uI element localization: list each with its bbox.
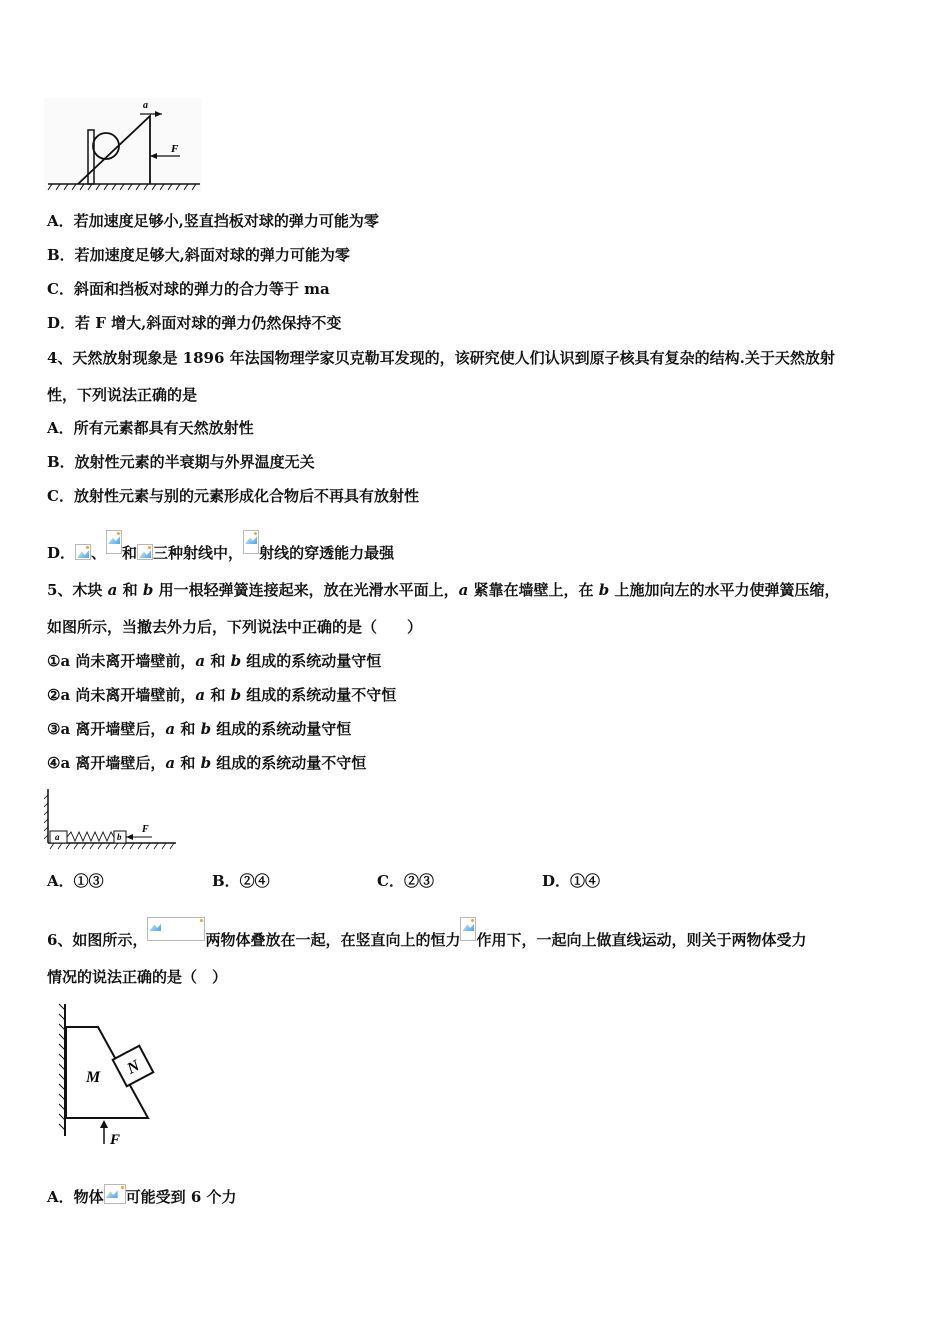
statement-text: ④a 离开墙壁后， (47, 754, 166, 772)
var-a: a (107, 581, 118, 599)
q5-block-a-label: a (55, 832, 60, 842)
n-symbol-image-icon (104, 1184, 126, 1204)
var-b: b (230, 686, 242, 704)
q6-stem-line2: 情况的说法正确的是（ ） (47, 968, 228, 986)
q6-force-label: F (110, 1132, 121, 1148)
q6-stem-text: 6、如图所示， (47, 931, 148, 949)
q5-stem-text: 用一根轻弹簧连接起来，放在光滑水平面上， (153, 581, 459, 599)
q6-option-a-text: A．物体 (47, 1188, 104, 1206)
q3-option-c: C．斜面和挡板对球的弹力的合力等于 ma (47, 280, 330, 298)
q6-option-a-text: 可能受到 6 个力 (125, 1188, 237, 1206)
q3-incline-figure (44, 98, 202, 192)
q5-spring-figure (44, 787, 178, 855)
statement-text: 组成的系统动量不守恒 (241, 686, 397, 704)
q6-option-a (47, 1184, 237, 1207)
q3-option-b: B．若加速度足够大,斜面对球的弹力可能为零 (47, 246, 350, 264)
statement-text: 组成的系统动量守恒 (241, 652, 382, 670)
q5-statement-4 (47, 753, 366, 773)
statement-text: ②a 尚未离开墙壁前， (47, 686, 196, 704)
var-a: a (458, 581, 469, 599)
beta-symbol-image-icon (106, 530, 122, 554)
q4-option-b: B．放射性元素的半衰期与外界温度无关 (47, 453, 315, 471)
q4-option-d (47, 530, 394, 563)
q3-label-f: F (171, 143, 179, 155)
q3-option-a: A．若加速度足够小,竖直挡板对球的弹力可能为零 (47, 212, 379, 230)
f-symbol-image-icon (460, 917, 476, 941)
q4-option-a: A．所有元素都具有天然放射性 (47, 419, 254, 437)
ray-symbol-image-icon (243, 530, 259, 554)
option-d-text: 三种射线中， (153, 544, 244, 562)
statement-text: 组成的系统动量不守恒 (211, 754, 367, 772)
q4-stem-line2: 性，下列说法正确的是 (47, 386, 198, 404)
statement-text: 组成的系统动量守恒 (211, 720, 352, 738)
q3-option-d: D．若 F 增大,斜面对球的弹力仍然保持不变 (47, 314, 342, 332)
separator: 、 (91, 544, 107, 562)
q6-block-n-label: N (124, 1057, 143, 1078)
q5-force-label: F (142, 824, 149, 835)
q5-stem-line2: 如图所示，当撤去外力后，下列说法中正确的是（ ） (47, 618, 423, 636)
q5-statement-2 (47, 685, 396, 705)
q5-stem-text: 和 (117, 581, 143, 599)
var-b: b (142, 581, 154, 599)
mn-symbol-image-icon (147, 917, 205, 941)
q5-choice-a: A．①③ (47, 872, 104, 890)
q6-stem-text: 两物体叠放在一起，在竖直向上的恒力 (205, 931, 461, 949)
q4-option-d-label: D． (47, 544, 76, 562)
q6-stem-text: 作用下，一起向上做直线运动，则关于两物体受力 (476, 931, 807, 949)
q5-choices (47, 871, 707, 891)
var-b: b (200, 754, 212, 772)
gamma-symbol-image-icon (137, 544, 153, 560)
q6-wedge-figure (46, 1000, 158, 1150)
var-a: a (195, 686, 206, 704)
q5-stem-text: 5、木块 (47, 581, 108, 599)
q6-stem-line1 (47, 917, 806, 950)
option-d-text: 射线的穿透能力最强 (259, 544, 395, 562)
q5-stem-text: 紧靠在墙壁上，在 (468, 581, 599, 599)
q5-choice-b: B．②④ (212, 872, 270, 890)
var-a: a (195, 652, 206, 670)
alpha-symbol-image-icon (75, 544, 91, 560)
statement-text: ③a 离开墙壁后， (47, 720, 166, 738)
statement-text: 和 (205, 686, 231, 704)
var-a: a (165, 720, 176, 738)
var-a: a (165, 754, 176, 772)
q5-block-b-label: b (117, 832, 122, 842)
statement-text: 和 (205, 652, 231, 670)
q4-stem-line1: 4、天然放射现象是 1896 年法国物理学家贝克勒耳发现的，该研究使人们认识到原子核具有复杂的结构.关于天然放射 (47, 349, 835, 367)
q5-stem-text: 上施加向左的水平力使弹簧压缩， (609, 581, 840, 599)
statement-text: ①a 尚未离开墙壁前， (47, 652, 196, 670)
q3-label-a: a (143, 100, 148, 111)
var-b: b (598, 581, 610, 599)
q6-block-m-label: M (86, 1069, 101, 1086)
q5-choice-c: C．②③ (377, 872, 434, 890)
q5-choice-d: D．①④ (542, 872, 601, 890)
q4-option-c: C．放射性元素与别的元素形成化合物后不再具有放射性 (47, 487, 419, 505)
separator: 和 (122, 544, 138, 562)
var-b: b (230, 652, 242, 670)
var-b: b (200, 720, 212, 738)
q5-stem-line1 (47, 580, 840, 600)
statement-text: 和 (175, 754, 201, 772)
q5-statement-1 (47, 651, 381, 671)
q5-statement-3 (47, 719, 351, 739)
statement-text: 和 (175, 720, 201, 738)
